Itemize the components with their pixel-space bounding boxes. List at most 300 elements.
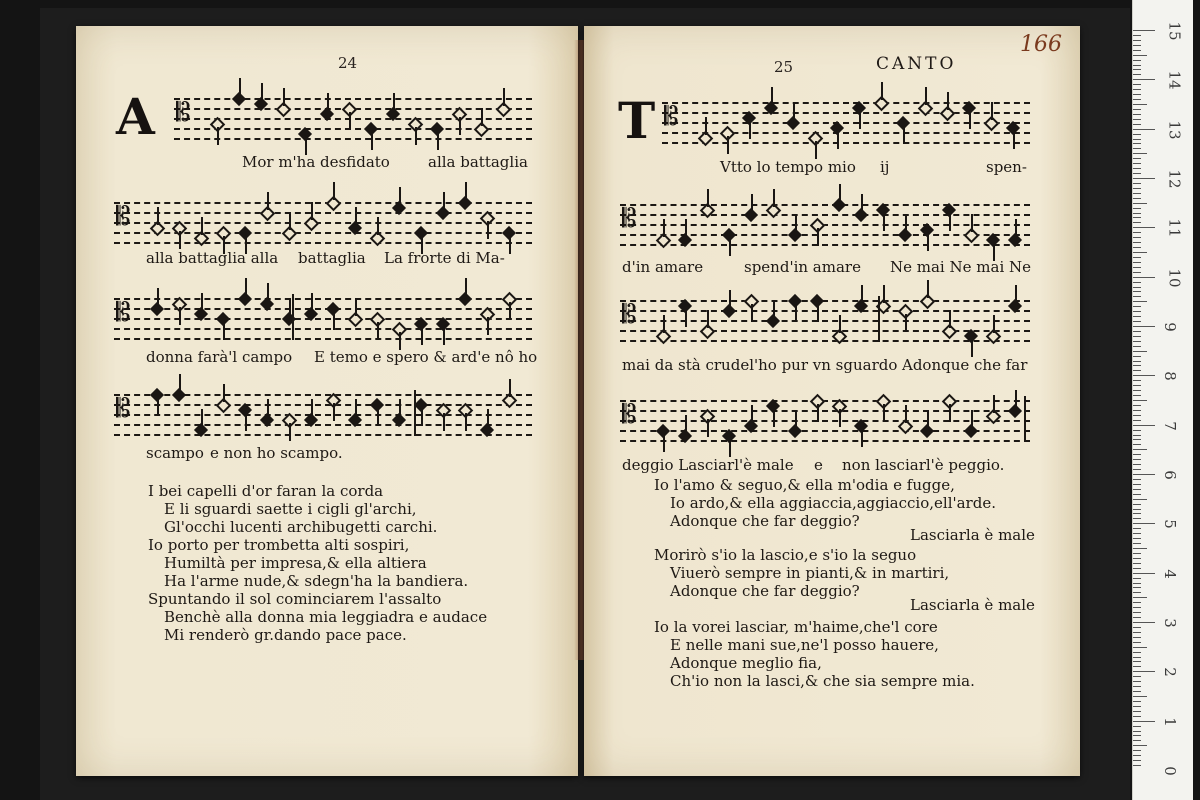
staff-line <box>114 338 532 340</box>
ruler-label: 15 <box>1165 21 1184 41</box>
note-stem <box>481 108 483 126</box>
ruler-tick <box>1133 681 1141 682</box>
note-stem <box>443 327 445 345</box>
ruler-tick <box>1133 341 1141 342</box>
verse-line: Ha l'arme nude,& sdegn'ha la bandiera. <box>164 572 469 590</box>
ruler-tick <box>1133 617 1141 618</box>
note-stem <box>771 87 773 105</box>
lyric-line: spen- <box>986 158 1027 176</box>
ruler-tick <box>1133 425 1155 426</box>
ruler-label: 2 <box>1160 667 1179 678</box>
note-stem <box>261 83 263 101</box>
note-stem <box>773 189 775 207</box>
lyric-line: ij <box>880 158 890 176</box>
ruler-tick <box>1133 163 1141 164</box>
note-stem <box>949 404 951 422</box>
note-stem <box>861 194 863 212</box>
note-stem <box>1015 285 1017 303</box>
staff-line <box>114 242 532 244</box>
voice-part-heading: CANTO <box>876 54 957 74</box>
note-stem <box>157 207 159 225</box>
note-stem <box>509 379 511 397</box>
note-stem <box>157 398 159 416</box>
ruler-tick <box>1133 568 1141 569</box>
ruler-tick <box>1133 208 1141 209</box>
ruler-tick <box>1133 676 1141 677</box>
ruler-tick <box>1133 331 1141 332</box>
note-stem <box>509 236 511 254</box>
note-stem <box>817 228 819 246</box>
ruler-tick <box>1133 193 1141 194</box>
verse-line: Gl'occhi lucenti archibugetti carchi. <box>164 518 438 536</box>
note-stem <box>333 312 335 330</box>
ruler-tick <box>1133 504 1141 505</box>
ruler-tick <box>1133 691 1141 692</box>
ruler-label: 0 <box>1160 766 1179 776</box>
ruler-tick <box>1133 222 1141 223</box>
note-stem <box>837 131 839 149</box>
ruler-tick <box>1133 50 1141 51</box>
ruler-label: 3 <box>1160 618 1179 628</box>
ruler-tick <box>1133 444 1141 445</box>
ruler-tick <box>1133 119 1141 120</box>
staff-line <box>114 424 532 426</box>
staff-line <box>114 212 532 214</box>
ruler-tick <box>1133 188 1141 189</box>
note-stem <box>465 182 467 200</box>
verse-line: Adonque che far deggio? <box>670 512 860 530</box>
ruler-tick <box>1133 553 1141 554</box>
ruler-tick <box>1133 351 1147 352</box>
note-stem <box>925 87 927 105</box>
ruler-tick <box>1133 454 1141 455</box>
ruler-label: 14 <box>1165 70 1184 90</box>
note-stem <box>905 405 907 423</box>
ruler-tick <box>1133 65 1141 66</box>
ruler-tick <box>1133 400 1147 401</box>
staff-line <box>174 98 532 100</box>
ruler-tick <box>1133 671 1155 672</box>
note-stem <box>949 213 951 231</box>
note-stem <box>311 293 313 311</box>
lyric-line: non lasciarl'è peggio. <box>842 456 1005 474</box>
music-staff <box>662 92 1030 148</box>
note-stem <box>685 415 687 433</box>
ruler-tick <box>1133 326 1155 327</box>
clef-symbol: 𝄡 <box>664 102 679 132</box>
note-stem <box>421 327 423 345</box>
note-stem <box>815 141 817 159</box>
note-stem <box>861 285 863 303</box>
ruler-tick <box>1133 701 1141 702</box>
ruler-tick <box>1133 296 1141 297</box>
staff-line <box>620 420 1030 422</box>
bar-line <box>414 390 416 436</box>
ruler-tick <box>1133 612 1141 613</box>
ruler-tick <box>1133 267 1141 268</box>
verse-line: Morirò s'io la lascio,e s'io la seguo <box>654 546 917 564</box>
ruler-tick <box>1133 89 1141 90</box>
note-stem <box>839 409 841 427</box>
ruler-tick <box>1133 405 1141 406</box>
ruler-tick <box>1133 213 1141 214</box>
note-stem <box>795 214 797 232</box>
note-stem <box>1015 219 1017 237</box>
note-stem <box>459 117 461 135</box>
note-stem <box>487 409 489 427</box>
ruler-tick <box>1133 321 1141 322</box>
folio-number: 166 <box>1020 32 1062 57</box>
ruler-label: 13 <box>1165 120 1184 140</box>
ruler-tick <box>1133 153 1147 154</box>
clef-symbol: 𝄡 <box>116 298 131 328</box>
music-staff <box>174 88 532 144</box>
ruler-tick <box>1133 109 1141 110</box>
note-stem <box>415 127 417 145</box>
ruler-tick <box>1133 474 1155 475</box>
note-stem <box>905 214 907 232</box>
bar-line <box>292 294 294 340</box>
lyric-line: Ne mai Ne mai Ne <box>890 258 1032 276</box>
note-stem <box>393 93 395 111</box>
note-stem <box>663 434 665 452</box>
note-stem <box>333 182 335 200</box>
note-stem <box>773 300 775 318</box>
ruler-tick <box>1133 721 1155 722</box>
ruler-tick <box>1133 543 1141 544</box>
ruler-tick <box>1133 395 1141 396</box>
note-stem <box>179 307 181 325</box>
ruler-tick <box>1133 558 1141 559</box>
ruler-tick <box>1133 661 1141 662</box>
note-stem <box>509 302 511 320</box>
ruler-label: 7 <box>1160 420 1179 431</box>
ruler-tick <box>1133 178 1155 179</box>
ruler-tick <box>1133 203 1147 204</box>
note-stem <box>903 126 905 144</box>
ruler-tick <box>1133 494 1141 495</box>
ruler-tick <box>1133 464 1141 465</box>
ruler-tick <box>1133 745 1147 746</box>
ruler-tick <box>1133 287 1141 288</box>
music-staff <box>620 290 1030 346</box>
ruler-tick <box>1133 528 1141 529</box>
ruler-tick <box>1133 523 1155 524</box>
verse-line: Mi renderò gr.dando pace pace. <box>164 626 407 644</box>
ruler-label: 8 <box>1160 371 1179 382</box>
left-page <box>76 26 578 776</box>
note-stem <box>157 288 159 306</box>
ruler-tick <box>1133 597 1147 598</box>
clef-symbol: 𝄡 <box>622 300 637 330</box>
staff-line <box>662 122 1030 124</box>
lyric-line: Vtto lo tempo mio <box>720 158 856 176</box>
lyric-line: mai da stà crudel'ho pur vn sguardo <box>622 356 898 374</box>
verse-line: Humiltà per impresa,& ella altiera <box>164 554 427 572</box>
ruler-tick <box>1133 548 1147 549</box>
measurement-ruler <box>1132 0 1193 800</box>
music-staff <box>114 384 532 440</box>
ruler-tick <box>1133 573 1155 574</box>
note-stem <box>947 92 949 110</box>
ruler-tick <box>1133 484 1141 485</box>
note-stem <box>949 310 951 328</box>
ruler-tick <box>1133 657 1141 658</box>
note-stem <box>355 207 357 225</box>
note-stem <box>349 112 351 130</box>
staff-line <box>662 102 1030 104</box>
ruler-tick <box>1133 415 1141 416</box>
ruler-tick <box>1133 647 1147 648</box>
note-stem <box>311 399 313 417</box>
staff-line <box>114 434 532 436</box>
note-stem <box>179 374 181 392</box>
note-stem <box>201 409 203 427</box>
lyric-line: deggio Lasciarl'è male <box>622 456 794 474</box>
note-stem <box>773 409 775 427</box>
ruler-tick <box>1133 143 1141 144</box>
note-stem <box>355 399 357 417</box>
note-stem <box>993 395 995 413</box>
ruler-tick <box>1133 583 1141 584</box>
lyric-line: Mor m'ha desfidato <box>242 153 390 171</box>
lyric-line: e non ho scampo. <box>210 444 343 462</box>
note-stem <box>685 309 687 327</box>
ruler-tick <box>1133 139 1141 140</box>
note-stem <box>969 111 971 129</box>
note-stem <box>371 132 373 150</box>
ruler-tick <box>1133 538 1141 539</box>
clef-symbol: 𝄡 <box>622 400 637 430</box>
ruler-tick <box>1133 430 1141 431</box>
note-stem <box>883 404 885 422</box>
note-stem <box>443 413 445 431</box>
verse-line: Io l'amo & seguo,& ella m'odia e fugge, <box>654 476 955 494</box>
ruler-tick <box>1133 666 1141 667</box>
ruler-tick <box>1133 385 1141 386</box>
verse-line: I bei capelli d'or faran la corda <box>148 482 384 500</box>
ruler-tick <box>1133 198 1141 199</box>
ruler-tick <box>1133 760 1141 761</box>
clef-symbol: 𝄡 <box>116 202 131 232</box>
verse-line: Viuerò sempre in pianti,& in martiri, <box>670 564 950 582</box>
ruler-label: 4 <box>1160 568 1179 579</box>
note-stem <box>705 117 707 135</box>
staff-line <box>620 410 1030 412</box>
note-stem <box>883 285 885 303</box>
verse-refrain: Lasciarla è male <box>910 526 1035 544</box>
note-stem <box>437 132 439 150</box>
ruler-tick <box>1133 513 1141 514</box>
ruler-tick <box>1133 301 1147 302</box>
staff-line <box>662 142 1030 144</box>
note-stem <box>751 304 753 322</box>
note-stem <box>861 429 863 447</box>
right-page <box>584 26 1080 776</box>
ruler-tick <box>1133 306 1141 307</box>
note-stem <box>839 315 841 333</box>
ruler-tick <box>1133 168 1141 169</box>
ruler-tick <box>1133 277 1155 278</box>
ruler-tick <box>1133 361 1141 362</box>
ruler-tick <box>1133 750 1141 751</box>
ruler-tick <box>1133 217 1141 218</box>
ruler-tick <box>1133 652 1141 653</box>
staff-line <box>174 138 532 140</box>
note-stem <box>971 410 973 428</box>
ruler-tick <box>1133 262 1141 263</box>
note-stem <box>663 219 665 237</box>
note-stem <box>991 102 993 120</box>
staff-line <box>662 112 1030 114</box>
ruler-tick <box>1133 346 1141 347</box>
staff-line <box>114 318 532 320</box>
ruler-tick <box>1133 740 1141 741</box>
ruler-tick <box>1133 69 1141 70</box>
staff-line <box>620 204 1030 206</box>
note-stem <box>179 231 181 249</box>
note-stem <box>239 78 241 96</box>
note-stem <box>327 93 329 111</box>
clef-symbol: 𝄡 <box>176 98 191 128</box>
ruler-tick <box>1133 469 1141 470</box>
ruler-tick <box>1133 755 1141 756</box>
note-stem <box>283 88 285 106</box>
music-staff <box>114 288 532 344</box>
ruler-tick <box>1133 410 1141 411</box>
ruler-tick <box>1133 716 1141 717</box>
verse-line: Adonque meglio fia, <box>670 654 822 672</box>
ruler-tick <box>1133 336 1141 337</box>
ruler-tick <box>1133 272 1141 273</box>
ruler-label: 6 <box>1160 470 1179 480</box>
note-stem <box>267 399 269 417</box>
note-stem <box>905 314 907 332</box>
lyric-line: spend'in amare <box>744 258 861 276</box>
staff-line <box>620 214 1030 216</box>
lyric-line: Adonque che far <box>902 356 1028 374</box>
staff-line <box>114 328 532 330</box>
note-stem <box>859 111 861 129</box>
note-stem <box>443 192 445 210</box>
lyric-line: battaglia <box>298 249 366 267</box>
note-stem <box>817 304 819 322</box>
ruler-tick <box>1133 74 1141 75</box>
note-stem <box>487 221 489 239</box>
note-stem <box>223 384 225 402</box>
ruler-tick <box>1133 79 1155 80</box>
note-stem <box>421 408 423 426</box>
lyric-line: donna farà'l campo <box>146 348 293 366</box>
ruler-tick <box>1133 533 1141 534</box>
ruler-tick <box>1133 257 1141 258</box>
ruler-tick <box>1133 242 1141 243</box>
note-stem <box>729 439 731 457</box>
verse-line: Io la vorei lasciar, m'haime,che'l core <box>654 618 938 636</box>
verse-refrain: Lasciarla è male <box>910 596 1035 614</box>
note-stem <box>663 315 665 333</box>
ruler-tick <box>1133 435 1141 436</box>
lyric-line: scampo <box>146 444 204 462</box>
verse-line: Io porto per trombetta alti sospiri, <box>148 536 410 554</box>
note-stem <box>817 404 819 422</box>
note-stem <box>795 410 797 428</box>
note-stem <box>927 280 929 298</box>
ruler-tick <box>1133 237 1141 238</box>
ruler-tick <box>1133 60 1141 61</box>
ruler-tick <box>1133 622 1155 623</box>
verse-line: Io ardo,& ella aggiaccia,aggiaccio,ell'arde. <box>670 494 996 512</box>
note-stem <box>465 278 467 296</box>
note-stem <box>793 102 795 120</box>
page-number: 24 <box>338 54 358 72</box>
note-stem <box>201 217 203 235</box>
ruler-label: 1 <box>1160 716 1179 727</box>
lyric-line: d'in amare <box>622 258 704 276</box>
ruler-tick <box>1133 183 1141 184</box>
ruler-tick <box>1133 370 1141 371</box>
ruler-tick <box>1133 602 1141 603</box>
note-stem <box>267 283 269 301</box>
note-stem <box>503 88 505 106</box>
note-stem <box>377 217 379 235</box>
ruler-tick <box>1133 499 1147 500</box>
note-stem <box>707 419 709 437</box>
ruler-tick <box>1133 311 1141 312</box>
ruler-tick <box>1133 637 1141 638</box>
ruler-tick <box>1133 563 1141 564</box>
note-stem <box>1015 390 1017 408</box>
ruler-tick <box>1133 129 1155 130</box>
ruler-tick <box>1133 227 1155 228</box>
page-number: 25 <box>774 58 794 76</box>
ruler-tick <box>1133 173 1141 174</box>
note-stem <box>707 189 709 207</box>
note-stem <box>487 317 489 335</box>
staff-line <box>620 320 1030 322</box>
ruler-tick <box>1133 731 1141 732</box>
ruler-tick <box>1133 252 1147 253</box>
ruler-tick <box>1133 365 1141 366</box>
music-staff <box>620 194 1030 250</box>
ruler-tick <box>1133 735 1141 736</box>
clef-symbol: 𝄡 <box>622 204 637 234</box>
music-staff <box>620 390 1030 446</box>
bar-line <box>878 296 880 342</box>
decorated-initial: T <box>618 91 656 150</box>
ruler-tick <box>1133 375 1155 376</box>
note-stem <box>201 293 203 311</box>
ruler-tick <box>1133 592 1141 593</box>
lyric-line: E temo e spero & ard'e nô ho <box>314 348 538 366</box>
verse-line: E nelle mani sue,ne'l posso hauere, <box>670 636 939 654</box>
note-stem <box>1013 131 1015 149</box>
ruler-tick <box>1133 686 1141 687</box>
ruler-tick <box>1133 632 1141 633</box>
ruler-tick <box>1133 158 1141 159</box>
note-stem <box>377 408 379 426</box>
note-stem <box>839 184 841 202</box>
ruler-tick <box>1133 282 1141 283</box>
verse-line: Spuntando il sol cominciarem l'assalto <box>148 590 442 608</box>
ruler-tick <box>1133 489 1141 490</box>
note-stem <box>729 290 731 308</box>
note-stem <box>749 121 751 139</box>
ruler-label: 10 <box>1165 268 1184 288</box>
note-stem <box>223 322 225 340</box>
verse-line: Ch'io non la lasci,& che sia sempre mia. <box>670 672 975 690</box>
ruler-tick <box>1133 356 1141 357</box>
